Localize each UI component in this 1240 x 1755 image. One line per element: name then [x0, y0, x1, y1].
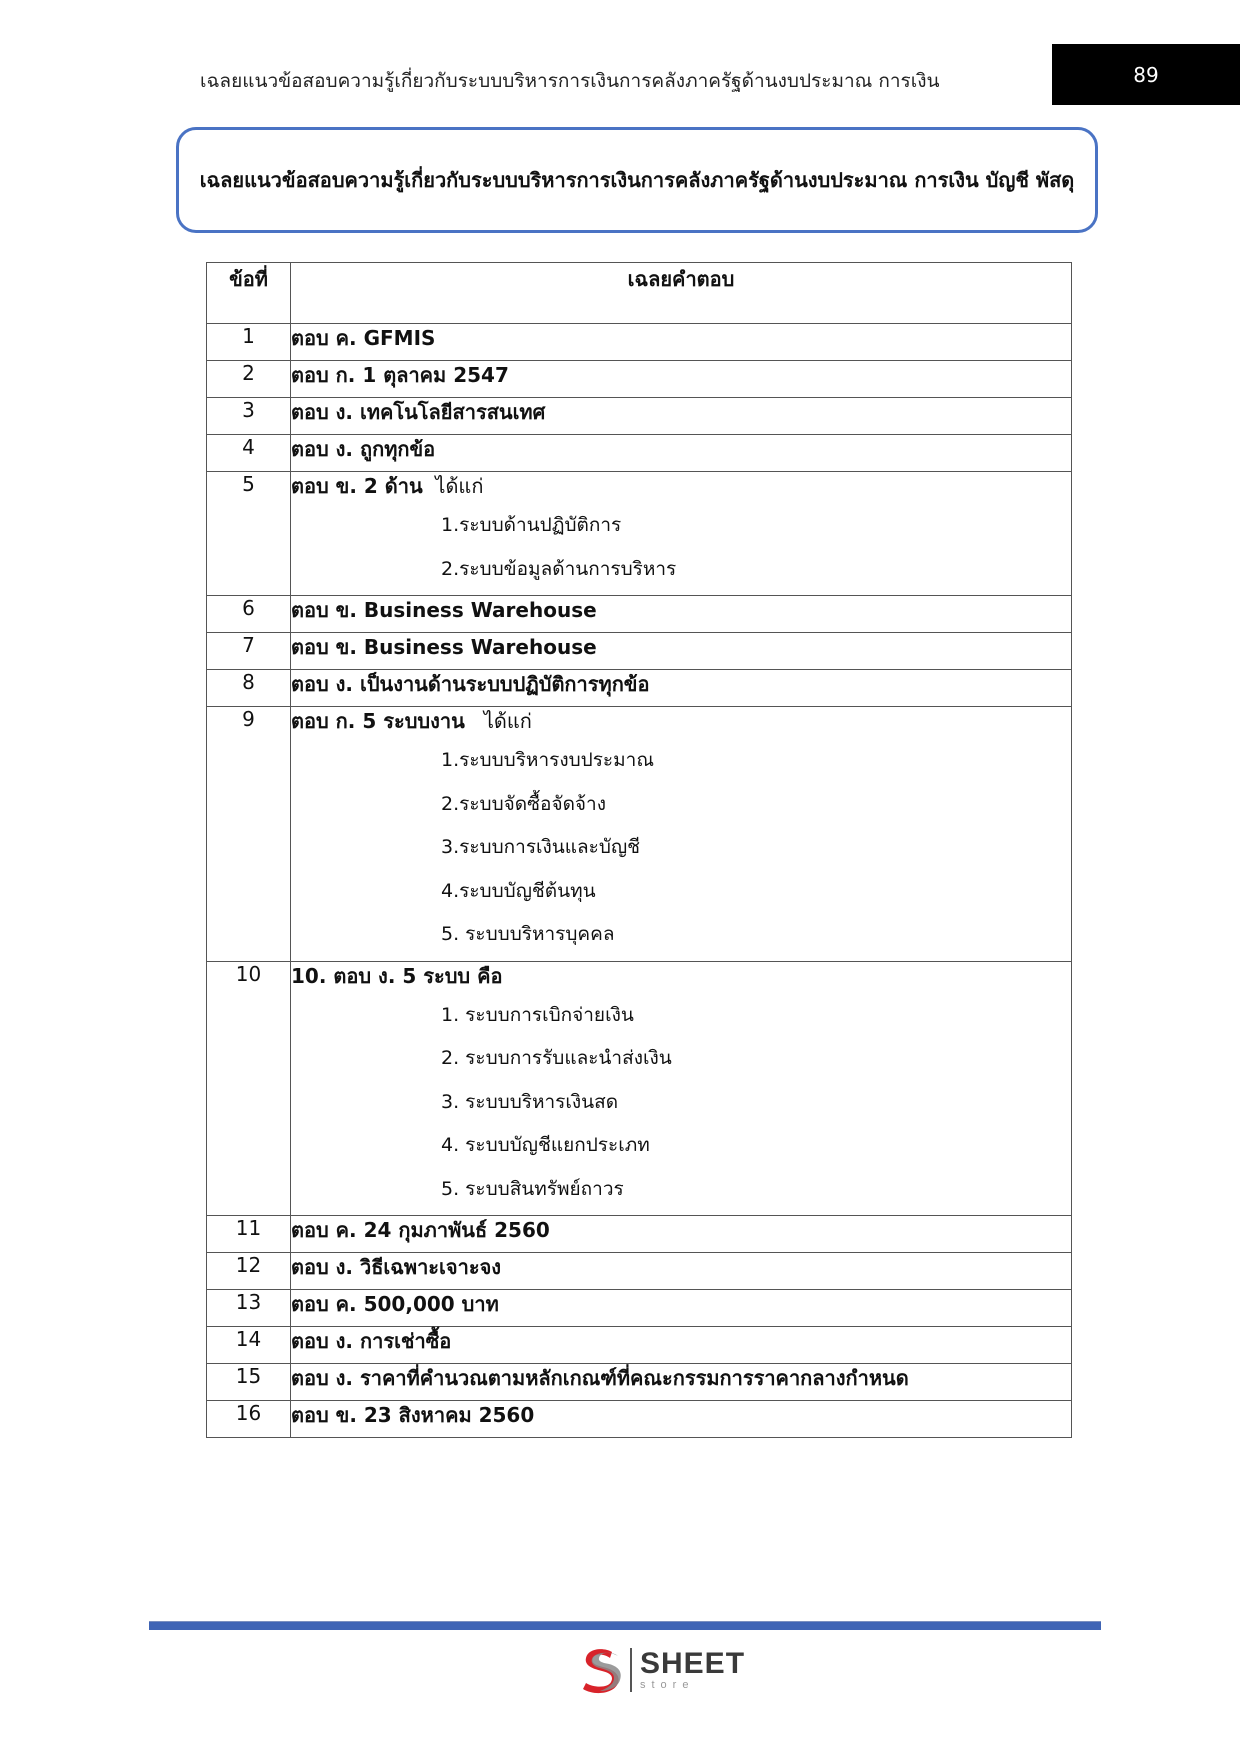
answer-sub-list [291, 739, 1071, 957]
answer-choice: ตอบ ง. เทคโนโลยีสารสนเทศ [291, 400, 546, 424]
table-row [207, 1401, 1072, 1438]
answer-text [291, 596, 1071, 624]
answer-suffix: ได้แก่ [464, 709, 532, 733]
answer-sub-list [291, 504, 1071, 591]
logo-separator [630, 1648, 632, 1692]
table-row [207, 1327, 1072, 1364]
answer-rows [207, 324, 1072, 1438]
answer-choice: ตอบ ก. 1 ตุลาคม 2547 [291, 363, 509, 387]
answer-cell [291, 324, 1072, 361]
table-row [207, 472, 1072, 596]
answer-text [291, 670, 1071, 698]
question-number: 1 [207, 324, 291, 361]
answer-choice: ตอบ ค. GFMIS [291, 326, 436, 350]
answer-choice: ตอบ ข. 23 สิงหาคม 2560 [291, 1403, 535, 1427]
question-number: 8 [207, 670, 291, 707]
answer-choice: ตอบ ง. ถูกทุกข้อ [291, 437, 436, 461]
answer-sub-item: 2. ระบบการรับและนำส่งเงิน [441, 1047, 672, 1069]
table-header-row [207, 263, 1072, 324]
table-row [207, 1216, 1072, 1253]
question-number: 16 [207, 1401, 291, 1438]
question-number: 13 [207, 1290, 291, 1327]
answer-text [291, 472, 1071, 500]
document-title-box [176, 127, 1098, 233]
answer-cell [291, 596, 1072, 633]
question-number: 2 [207, 361, 291, 398]
answer-text [291, 1401, 1071, 1429]
answer-cell [291, 472, 1072, 596]
answer-text [291, 361, 1071, 389]
answer-cell [291, 670, 1072, 707]
answer-cell [291, 1290, 1072, 1327]
answer-choice: ตอบ ค. 24 กุมภาพันธ์ 2560 [291, 1218, 550, 1242]
sheet-store-logo-icon [574, 1644, 626, 1696]
answer-sub-item: 2.ระบบข้อมูลด้านการบริหาร [441, 557, 677, 580]
table-row [207, 633, 1072, 670]
answer-sub-item: 4.ระบบบัญชีต้นทุน [441, 879, 596, 902]
table-row [207, 435, 1072, 472]
answer-choice: ตอบ ง. วิธีเฉพาะเจาะจง [291, 1255, 502, 1279]
answer-sub-item: 1.ระบบบริหารงบประมาณ [441, 749, 654, 771]
answer-text [291, 1290, 1071, 1318]
answer-sub-item: 3. ระบบบริหารเงินสด [441, 1090, 619, 1113]
answer-choice: 10. ตอบ ง. 5 ระบบ คือ [291, 963, 503, 988]
logo-name: SHEET [640, 1647, 746, 1680]
answer-cell [291, 961, 1072, 1216]
question-number: 9 [207, 707, 291, 962]
answer-cell [291, 1253, 1072, 1290]
answer-cell [291, 1327, 1072, 1364]
answer-choice: ตอบ ง. เป็นงานด้านระบบปฏิบัติการทุกข้อ [291, 672, 650, 696]
page-number: 89 [1052, 44, 1240, 105]
logo-subtext: store [640, 1679, 695, 1691]
answer-text [291, 1253, 1071, 1281]
answer-sub-item: 5. ระบบสินทรัพย์ถาวร [441, 1177, 624, 1200]
question-number: 4 [207, 435, 291, 472]
answer-text [291, 1327, 1071, 1355]
answer-sub-item: 4. ระบบบัญชีแยกประเภท [441, 1134, 650, 1156]
question-number: 7 [207, 633, 291, 670]
question-number: 5 [207, 472, 291, 596]
answer-cell [291, 435, 1072, 472]
table-row [207, 324, 1072, 361]
question-number: 15 [207, 1364, 291, 1401]
answer-sub-item: 2.ระบบจัดซื้อจัดจ้าง [441, 792, 606, 815]
answer-text [291, 633, 1071, 661]
column-header-answer: เฉลยคำตอบ [291, 263, 1072, 324]
answer-choice: ตอบ ก. 5 ระบบงาน [291, 709, 465, 733]
answer-suffix: ได้แก่ [422, 474, 484, 498]
answer-choice: ตอบ ข. Business Warehouse [291, 598, 597, 622]
table-row [207, 1364, 1072, 1401]
answer-choice: ตอบ ข. 2 ด้าน [291, 474, 423, 498]
answer-text [291, 1364, 1071, 1392]
question-number: 3 [207, 398, 291, 435]
answer-sub-item: 3.ระบบการเงินและบัญชี [441, 836, 641, 858]
answer-cell [291, 707, 1072, 962]
question-number: 6 [207, 596, 291, 633]
answer-sub-item: 1.ระบบด้านปฏิบัติการ [441, 514, 622, 536]
answer-choice: ตอบ ง. ราคาที่คำนวณตามหลักเกณฑ์ที่คณะกรรมการราคากลางกำหนด [291, 1366, 909, 1390]
answer-cell [291, 1401, 1072, 1438]
question-number: 10 [207, 961, 291, 1216]
answer-choice: ตอบ ค. 500,000 บาท [291, 1292, 499, 1316]
question-number: 12 [207, 1253, 291, 1290]
answer-choice: ตอบ ง. การเช่าซื้อ [291, 1329, 452, 1353]
footer-rule [149, 1621, 1101, 1630]
table-row [207, 670, 1072, 707]
answer-text [291, 398, 1071, 426]
answer-cell [291, 398, 1072, 435]
answer-text [291, 435, 1071, 463]
answer-cell [291, 361, 1072, 398]
answer-text [291, 962, 1071, 990]
table-row [207, 1253, 1072, 1290]
table-row [207, 707, 1072, 962]
table-row [207, 398, 1072, 435]
table-row [207, 1290, 1072, 1327]
answer-text [291, 1216, 1071, 1244]
running-header-title: เฉลยแนวข้อสอบความรู้เกี่ยวกับระบบบริหารการเงินการคลังภาครัฐด้านงบประมาณ การเงิน [200, 70, 940, 92]
question-number: 14 [207, 1327, 291, 1364]
sheet-store-logo [574, 1644, 745, 1696]
table-row [207, 361, 1072, 398]
answer-cell [291, 1216, 1072, 1253]
table-row [207, 961, 1072, 1216]
column-header-no: ข้อที่ [207, 263, 291, 324]
document-title: เฉลยแนวข้อสอบความรู้เกี่ยวกับระบบบริหารการเงินการคลังภาครัฐด้านงบประมาณ การเงิน บัญชี พัสดุ [199, 167, 1075, 192]
logo-text [640, 1649, 745, 1691]
answer-cell [291, 1364, 1072, 1401]
answer-choice: ตอบ ข. Business Warehouse [291, 635, 597, 659]
question-number: 11 [207, 1216, 291, 1253]
answer-table [206, 262, 1072, 1438]
answer-sub-item: 5. ระบบบริหารบุคคล [441, 923, 615, 945]
answer-cell [291, 633, 1072, 670]
table-row [207, 596, 1072, 633]
answer-text [291, 324, 1071, 352]
answer-text [291, 707, 1071, 735]
answer-sub-list [291, 994, 1071, 1212]
answer-sub-item: 1. ระบบการเบิกจ่ายเงิน [441, 1003, 634, 1026]
